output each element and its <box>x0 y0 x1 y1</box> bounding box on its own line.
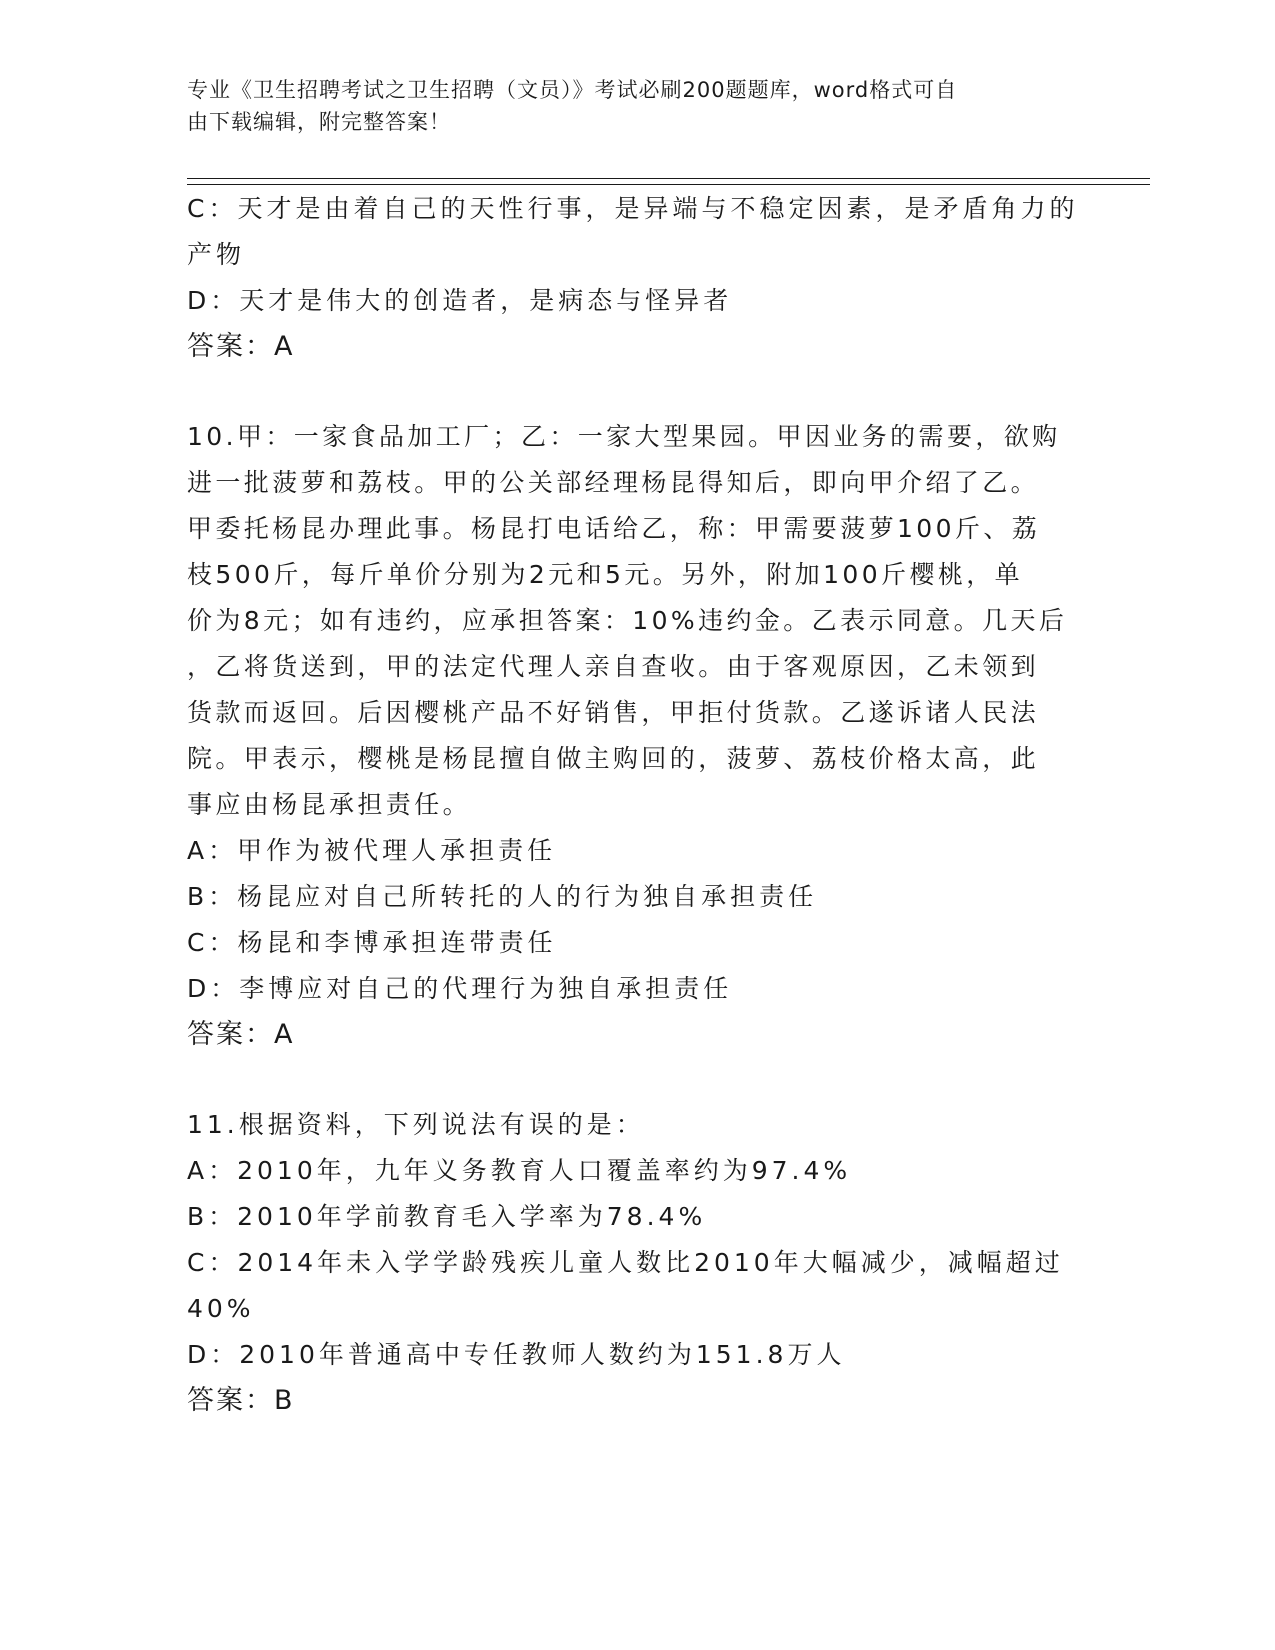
question-text-line: 进一批菠萝和荔枝。甲的公关部经理杨昆得知后，即向甲介绍了乙。 <box>187 468 1040 497</box>
answer-line: 答案：A <box>187 1019 295 1050</box>
question-text-line: 院。甲表示，樱桃是杨昆擅自做主购回的，菠萝、荔枝价格太高，此 <box>187 744 1040 773</box>
header-divider-bottom <box>187 184 1150 185</box>
question-block-11 <box>187 1102 1077 1424</box>
question-text-line: 10.甲：一家食品加工厂；乙：一家大型果园。甲因业务的需要，欲购 <box>187 422 1061 451</box>
option-b: B：2010年学前教育毛入学率为78.4% <box>187 1202 707 1231</box>
header-divider-top <box>187 178 1150 179</box>
question-text-line: 事应由杨昆承担责任。 <box>187 790 472 819</box>
question-text-line: 枝500斤，每斤单价分别为2元和5元。另外，附加100斤樱桃，单 <box>187 560 1024 589</box>
answer-line: 答案：B <box>187 1385 295 1416</box>
header-line-1: 专业《卫生招聘考试之卫生招聘（文员）》考试必刷200题题库，word格式可自 <box>187 78 958 102</box>
question-text-line: ，乙将货送到，甲的法定代理人亲自查收。由于客观原因，乙未领到 <box>187 652 1040 681</box>
document-body <box>187 186 1077 1424</box>
option-d: D：2010年普通高中专任教师人数约为151.8万人 <box>187 1340 846 1369</box>
option-d: D：天才是伟大的创造者，是病态与怪异者 <box>187 286 733 315</box>
question-text-line: 货款而返回。后因樱桃产品不好销售，甲拒付货款。乙遂诉诸人民法 <box>187 698 1040 727</box>
option-c: C：杨昆和李博承担连带责任 <box>187 928 557 957</box>
document-header <box>187 74 1067 138</box>
question-text-line: 甲委托杨昆办理此事。杨昆打电话给乙，称：甲需要菠萝100斤、荔 <box>187 514 1041 543</box>
option-c: C：天才是由着自己的天性行事，是异端与不稳定因素，是矛盾角力的 <box>187 194 1079 223</box>
option-c-continued: 40% <box>187 1294 255 1323</box>
option-a: A：2010年，九年义务教育人口覆盖率约为97.4% <box>187 1156 852 1185</box>
question-block-9-tail <box>187 186 1077 370</box>
option-d: D：李博应对自己的代理行为独自承担责任 <box>187 974 733 1003</box>
question-text-line: 11.根据资料，下列说法有误的是： <box>187 1110 645 1139</box>
option-b: B：杨昆应对自己所转托的人的行为独自承担责任 <box>187 882 818 911</box>
option-c: C：2014年未入学学龄残疾儿童人数比2010年大幅减少，减幅超过 <box>187 1248 1064 1277</box>
spacer <box>187 370 1077 414</box>
question-block-10 <box>187 414 1077 1058</box>
answer-line: 答案：A <box>187 331 295 362</box>
option-c-continued: 产物 <box>187 240 246 269</box>
spacer <box>187 1058 1077 1102</box>
header-line-2: 由下载编辑，附完整答案！ <box>187 110 451 134</box>
option-a: A：甲作为被代理人承担责任 <box>187 836 557 865</box>
question-text-line: 价为8元；如有违约，应承担答案：10%违约金。乙表示同意。几天后 <box>187 606 1068 635</box>
